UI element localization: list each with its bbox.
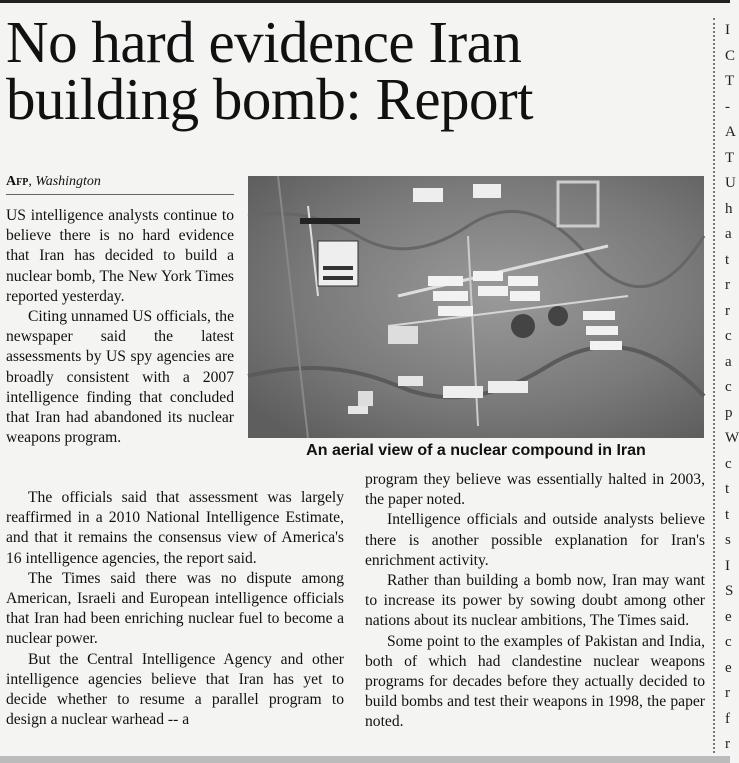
byline: Afp, Washington <box>6 174 101 189</box>
adjacent-letter: c <box>725 455 732 472</box>
adjacent-letter: h <box>725 200 733 217</box>
article-column-1-bottom <box>6 488 344 730</box>
adjacent-letter: r <box>725 277 730 293</box>
adjacent-letter: t <box>725 251 730 268</box>
byline-city: Washington <box>35 174 101 189</box>
aerial-photo <box>248 176 704 438</box>
headline-line-2: building bomb: Report <box>6 66 534 132</box>
bottom-edge <box>0 756 730 763</box>
adjacent-letter: e <box>725 608 732 625</box>
adjacent-letter: W <box>725 430 739 446</box>
adjacent-letter: s <box>725 532 731 548</box>
column-divider <box>713 18 715 753</box>
paragraph-4: The Times said there was no dispute among American, Israeli and European intelligence officials that Iran had been enriching nuclear fuel to become a nuclear power. <box>6 569 344 648</box>
adjacent-letter: S <box>725 583 734 599</box>
byline-agency: Afp <box>6 174 29 189</box>
adjacent-letter: I <box>725 22 730 38</box>
paragraph-6: Intelligence officials and outside analysts believe there is another possible explanation for Iran's enrichment activity. <box>365 511 705 569</box>
adjacent-letter: T <box>725 73 735 89</box>
photo-caption: An aerial view of a nuclear compound in Iran <box>306 442 646 459</box>
adjacent-letter: c <box>725 328 732 344</box>
adjacent-letter: t <box>725 481 730 497</box>
adjacent-letter: U <box>725 175 736 191</box>
adjacent-letter: p <box>725 404 733 421</box>
paragraph-5-continued: program they believe was essentially halted in 2003, the paper noted. <box>365 471 705 509</box>
paragraph-7: Rather than building a bomb now, Iran may want to increase its power by sowing doubt among other nations about its nuclear ambitions, The Times said. <box>365 572 705 630</box>
adjacent-letter: c <box>725 379 732 395</box>
adjacent-letter: I <box>725 557 730 574</box>
headline <box>6 9 706 132</box>
adjacent-letter: r <box>725 302 730 319</box>
paragraph-8: Some point to the examples of Pakistan and India, both of which had clandestine nuclear weapons programs for decades before they actually decided to build bombs and test their weapons in 1998, the paper noted. <box>365 632 705 731</box>
adjacent-article-clip <box>725 0 739 763</box>
adjacent-letter: f <box>725 710 730 727</box>
adjacent-letter: a <box>725 226 732 242</box>
paragraph-5: But the Central Intelligence Agency and other intelligence agencies believe that Iran has yet to decide whether to resume a parallel program to design a nuclear warhead -- a <box>6 650 344 729</box>
paragraph-3: The officials said that assessment was largely reaffirmed in a 2010 National Intelligence Estimate, and that it remains the consensus view of America's 16 intelligence agencies, the report said. <box>6 489 344 567</box>
paragraph-1: US intelligence analysts continue to believe there is no hard evidence that Iran has decided to build a nuclear bomb, The New York Times reported yesterday. <box>6 207 234 305</box>
byline-rule <box>6 194 234 195</box>
adjacent-letter: - <box>725 98 730 115</box>
article-column-1-top <box>6 206 234 448</box>
adjacent-letter: A <box>725 124 736 140</box>
headline-line-1: No hard evidence Iran <box>6 9 522 75</box>
adjacent-letter: T <box>725 149 735 166</box>
adjacent-letter: c <box>725 634 732 650</box>
adjacent-letter: r <box>725 736 730 752</box>
adjacent-letter: t <box>725 506 730 523</box>
adjacent-letter: r <box>725 685 730 701</box>
adjacent-letter: C <box>725 47 736 64</box>
paragraph-2: Citing unnamed US officials, the newspaper said the latest assessments by US spy agencies are broadly consistent with a 2007 intelligence finding that concluded that Iran had abandoned its nuclear weapons program. <box>6 308 234 447</box>
adjacent-letter: e <box>725 659 732 676</box>
aerial-photo-graphic <box>248 176 704 438</box>
article-column-2 <box>365 470 705 733</box>
adjacent-letter: a <box>725 353 732 370</box>
top-rule <box>0 0 730 3</box>
